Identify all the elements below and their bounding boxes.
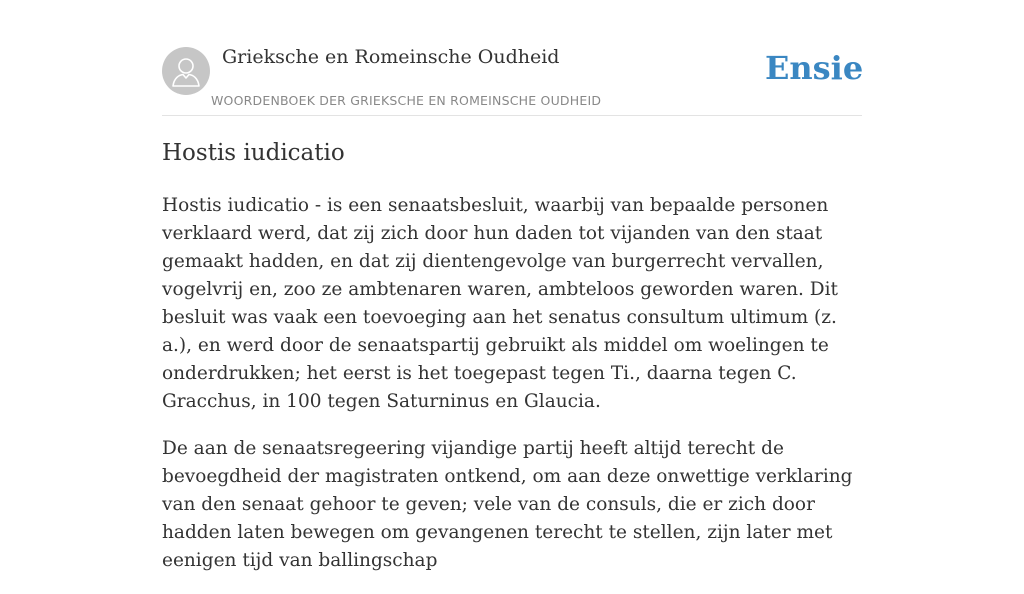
entry-paragraph: De aan de senaatsregeering vijandige partij heeft altijd terecht de bevoegdheid der magistraten ontkend, om aan deze onwettige verklaring van den senaat gehoor te geven; vele van de consuls, die er zich door hadden laten bewegen om gevangenen terecht te stellen, zijn later met eenigen tijd van ballingschap [162,438,853,571]
avatar[interactable] [162,47,210,95]
entry-paragraph: Hostis iudicatio - is een senaatsbesluit, waarbij van bepaalde personen verklaard werd, dat zij zich door hun daden tot vijanden van den staat gemaakt hadden, en dat zij dientengevolge van burgerrecht vervallen, vogelvrij en, zoo ze ambtenaren waren, ambteloos geworden waren. Dit besluit was vaak een toevoeging aan het senatus consultum ultimum (z. a.), en werd door de senaatspartij gebruikt als middel om woelingen te onderdrukken; het eerst is het toegepast tegen Ti., daarna tegen C. Gracchus, in 100 tegen Saturninus en Glaucia. [162,195,838,412]
entry-body [162,192,868,594]
header-divider [162,115,862,116]
entry-title: Hostis iudicatio [162,140,345,166]
source-title-link[interactable]: Grieksche en Romeinsche Oudheid [222,46,560,68]
user-placeholder-icon [162,47,210,95]
brand-logo-link[interactable]: Ensie [765,49,864,87]
source-subtitle: WOORDENBOEK DER GRIEKSCHE EN ROMEINSCHE OUDHEID [211,93,602,108]
